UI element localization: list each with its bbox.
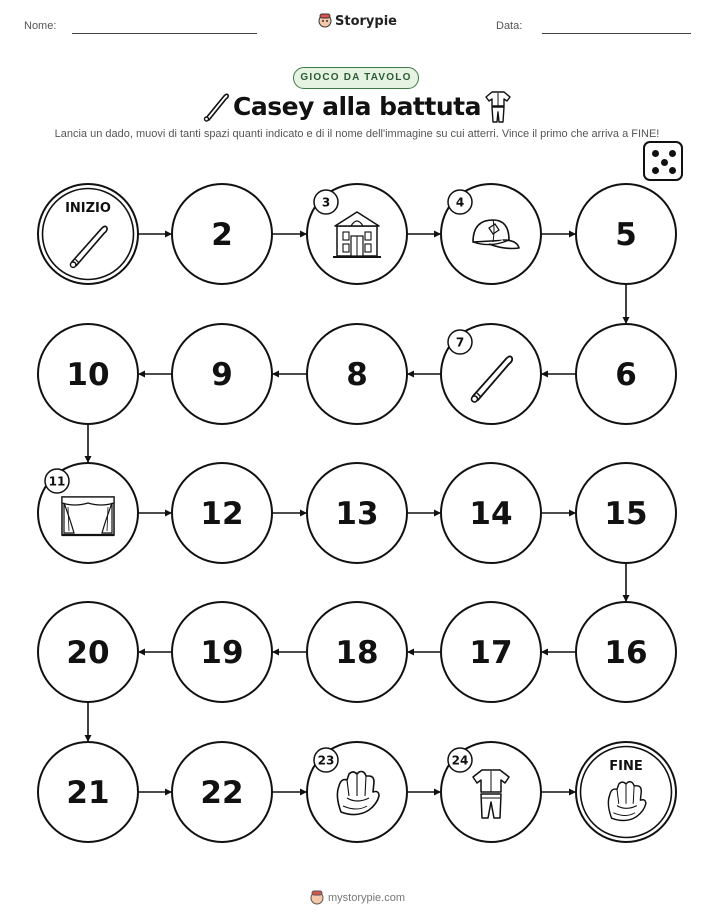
space-number: 15 <box>604 496 648 532</box>
board-space-11 <box>38 463 138 563</box>
storypie-mascot-icon <box>309 889 325 905</box>
space-number: 2 <box>211 217 233 253</box>
space-number: 24 <box>451 753 469 768</box>
board-space-13 <box>307 463 407 563</box>
board-space-5 <box>576 184 676 284</box>
board-space-9 <box>172 324 272 424</box>
space-number: 19 <box>200 635 244 671</box>
board-space-24 <box>441 742 541 842</box>
space-number: 4 <box>455 195 465 210</box>
board-space-21 <box>38 742 138 842</box>
space-number: 23 <box>317 753 335 768</box>
category-badge: GIOCO DA TAVOLO <box>293 67 419 89</box>
board-space-4 <box>441 184 541 284</box>
board-space-23 <box>307 742 407 842</box>
space-number: 13 <box>335 496 379 532</box>
board-space-12 <box>172 463 272 563</box>
stage-curtain-icon <box>62 497 114 535</box>
space-number: 12 <box>200 496 244 532</box>
footer-url: mystorypie.com <box>327 892 406 904</box>
space-number: 8 <box>346 357 368 393</box>
space-circle <box>38 184 138 284</box>
instructions: Lancia un dado, muovi di tanti spazi quanti indicato e di il nome dell'immagine su cui atterri. Vince il primo che arriva a FINE! <box>54 128 660 140</box>
space-number: 16 <box>604 635 648 671</box>
space-number: 6 <box>615 357 637 393</box>
board-space-19 <box>172 602 272 702</box>
space-number: 21 <box>66 775 110 811</box>
board-space-8 <box>307 324 407 424</box>
board-space-25 <box>576 742 676 842</box>
board-space-20 <box>38 602 138 702</box>
board-space-3 <box>307 184 407 284</box>
page-title: Casey alla battuta <box>233 92 481 121</box>
board-space-7 <box>441 324 541 424</box>
board-space-17 <box>441 602 541 702</box>
space-number: 11 <box>48 474 66 489</box>
space-number: 10 <box>66 357 110 393</box>
space-number: 18 <box>335 635 379 671</box>
space-label: FINE <box>609 759 643 774</box>
board-space-6 <box>576 324 676 424</box>
board-space-2 <box>172 184 272 284</box>
date-label: Data: <box>496 20 523 32</box>
board-space-14 <box>441 463 541 563</box>
board-space-1 <box>38 184 138 284</box>
board-space-18 <box>307 602 407 702</box>
space-number: 9 <box>211 357 233 393</box>
space-label: INIZIO <box>65 201 111 216</box>
footer <box>0 889 714 905</box>
space-number: 17 <box>469 635 513 671</box>
board-space-22 <box>172 742 272 842</box>
board-space-16 <box>576 602 676 702</box>
brand-name: Storypie <box>335 14 397 29</box>
board-space-15 <box>576 463 676 563</box>
space-number: 14 <box>469 496 513 532</box>
name-label: Nome: <box>24 20 57 32</box>
space-number: 3 <box>321 195 331 210</box>
space-number: 22 <box>200 775 244 811</box>
space-number: 7 <box>455 335 465 350</box>
board-space-10 <box>38 324 138 424</box>
space-number: 5 <box>615 217 637 253</box>
space-number: 20 <box>66 635 110 671</box>
